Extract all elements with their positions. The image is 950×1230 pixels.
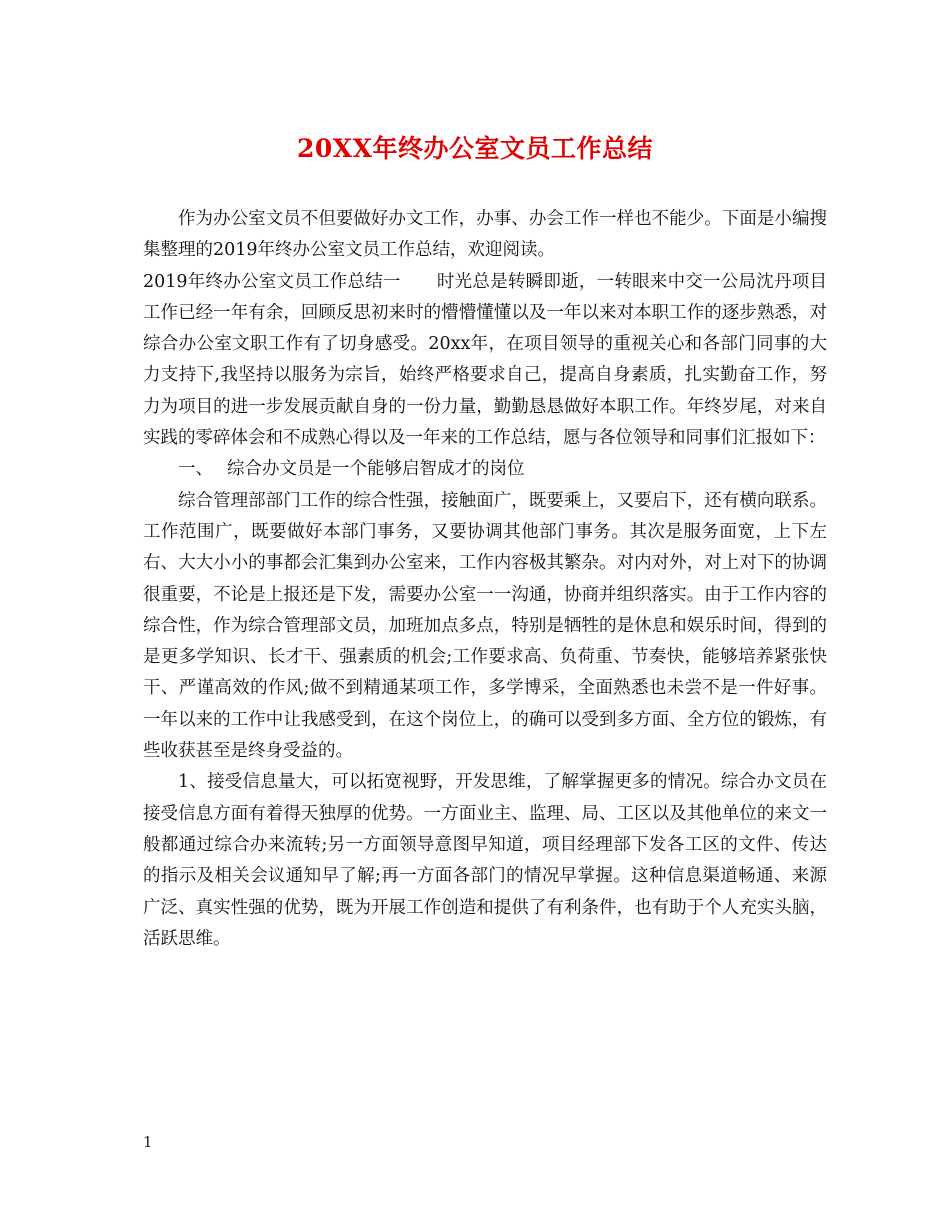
intro-paragraph: 作为办公室文员不但要做好办文工作，办事、办会工作一样也不能少。下面是小编搜集整理的2019年终办公室文员工作总结，欢迎阅读。 [143,209,827,261]
document-body [143,204,827,955]
section-body: 时光总是转瞬即逝，一转眼来中交一公局沈丹项目工作已经一年有余，回顾反思初来时的懵懵懂懂以及一年以来对本职工作的逐步熟悉，对综合办公室文职工作有了切身感受。20xx年，在项目领导的重视关心和各部门同事的大力支持下,我坚持以服务为宗旨，始终严格要求自己，提高自身素质，扎实勤奋工作，努力为项目的进一步发展贡献自身的一份力量，勤勤恳恳做好本职工作。年终岁尾，对来自实践的零碎体会和不成熟心得以及一年来的工作总结，愿与各位领导和同事们汇报如下： [143,271,827,449]
page-number: 1 [143,1133,153,1151]
section-label: 2019年终办公室文员工作总结一 [143,271,401,292]
paragraph-1: 综合管理部部门工作的综合性强，接触面广，既要乘上，又要启下，还有横向联系。工作范围广，既要做好本部门事务，又要协调其他部门事务。其次是服务面宽，上下左右、大大小小的事都会汇集到办公室来，工作内容极其繁杂。对内对外，对上对下的协调很重要，不论是上报还是下发，需要办公室一一沟通，协商并组织落实。由于工作内容的综合性，作为综合管理部文员，加班加点多点，特别是牺牲的是休息和娱乐时间，得到的是更多学知识、长才干、强素质的机会;工作要求高、负荷重、节奏快，能够培养紧张快干、严谨高效的作风;做不到精通某项工作，多学博采，全面熟悉也未尝不是一件好事。一年以来的工作中让我感受到，在这个岗位上，的确可以受到多方面、全方位的锻炼，有些收获甚至是终身受益的。 [143,490,827,762]
paragraph-2: 1、接受信息量大，可以拓宽视野，开发思维，了解掌握更多的情况。综合办文员在接受信息方面有着得天独厚的优势。一方面业主、监理、局、工区以及其他单位的来文一般都通过综合办来流转;另一方面领导意图早知道，项目经理部下发各工区的文件、传达的指示及相关会议通知早了解;再一方面各部门的情况早掌握。这种信息渠道畅通、来源广泛、真实性强的优势，既为开展工作创造和提供了有利条件，也有助于个人充实头脑，活跃思维。 [143,772,827,949]
document-title: 20XX年终办公室文员工作总结 [296,134,654,163]
section-paragraph [143,267,827,455]
heading-number: 一、 [178,459,213,480]
heading-text: 综合办文员是一个能够启智成才的岗位 [227,459,525,480]
section-heading [143,454,827,485]
